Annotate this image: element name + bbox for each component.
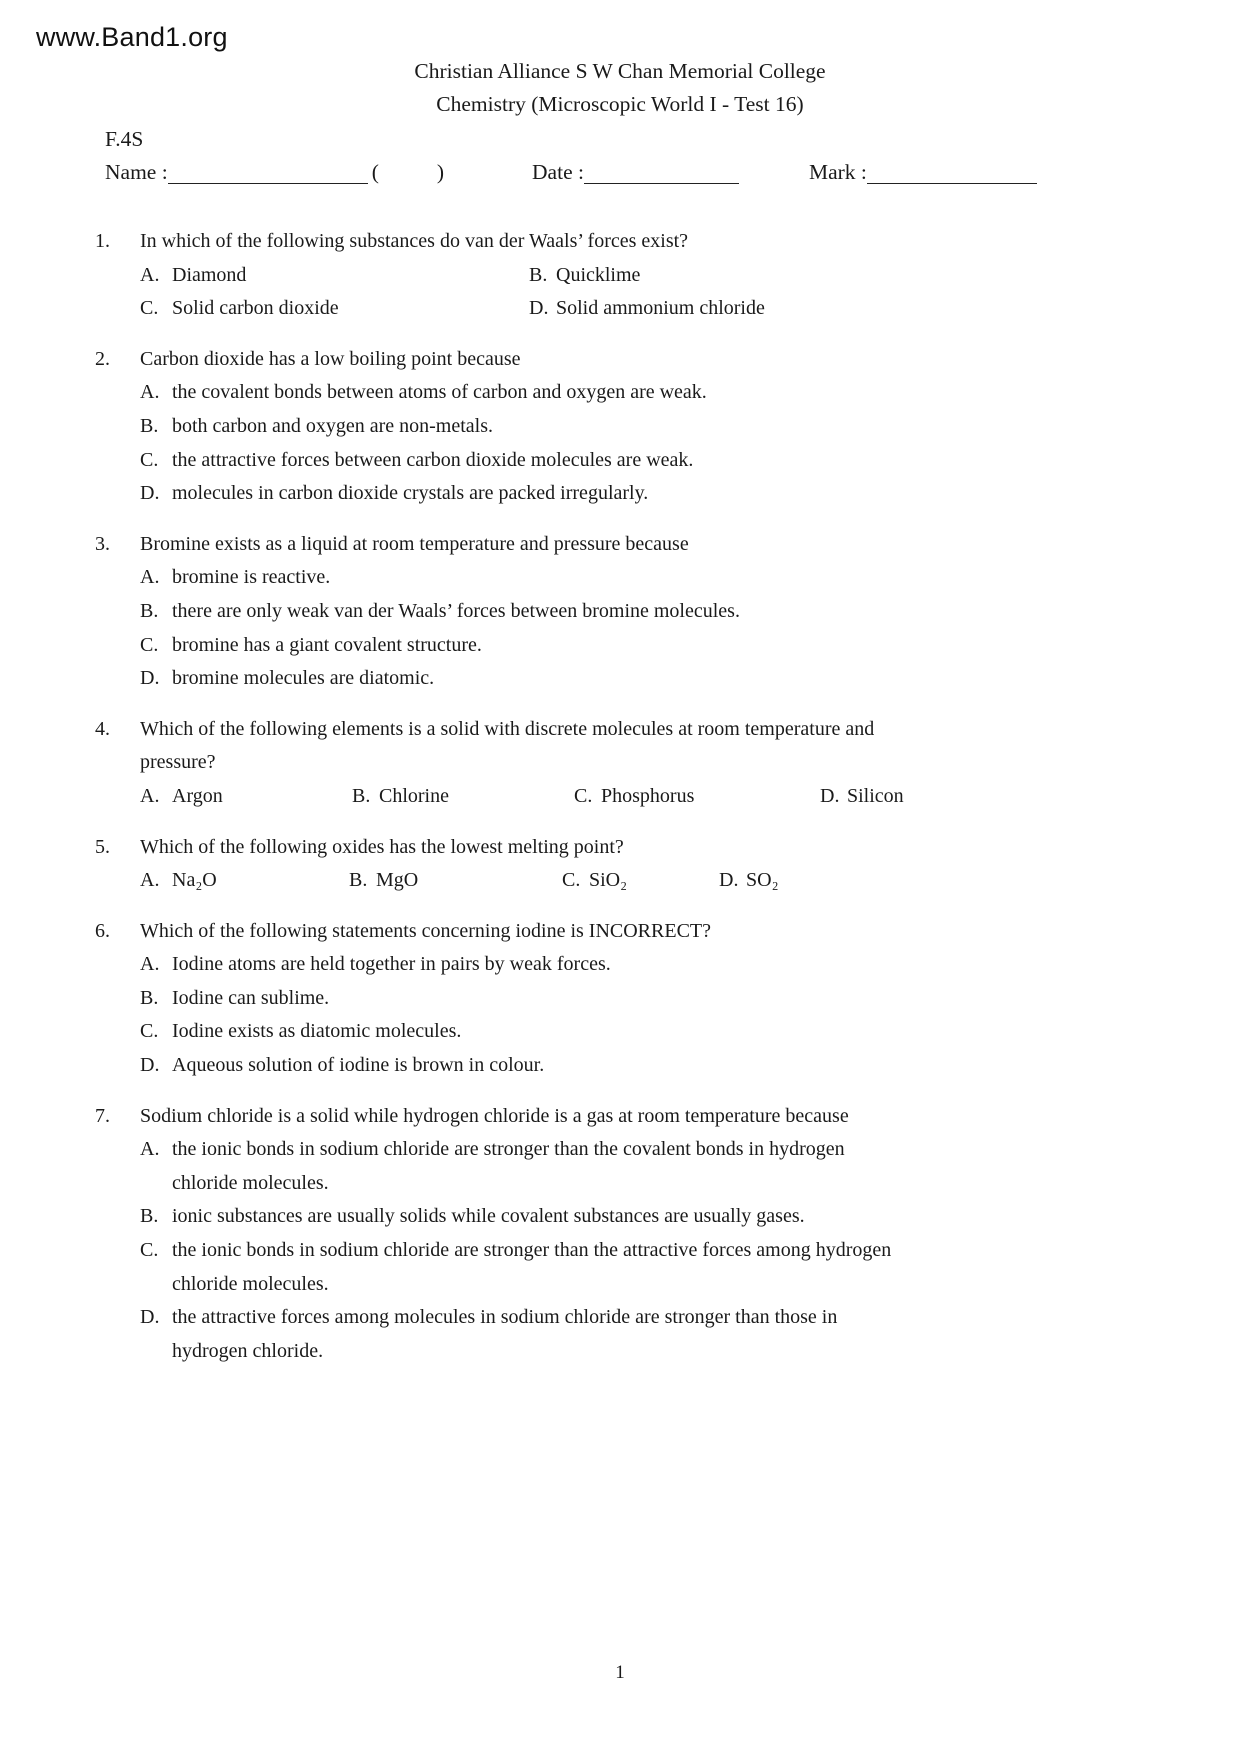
option-text xyxy=(172,410,493,444)
stem-line: Which of the following oxides has the lowest melting point? xyxy=(140,835,624,858)
option-label: B. xyxy=(529,263,548,286)
option-line: bromine is reactive. xyxy=(172,566,331,589)
option-label: A. xyxy=(140,953,160,976)
option-c xyxy=(574,780,820,814)
option-b xyxy=(140,1200,1070,1234)
option-label: C. xyxy=(140,1239,159,1262)
option-line: molecules in carbon dioxide crystals are packed irregularly. xyxy=(172,482,649,505)
option-text xyxy=(172,948,611,982)
option-label: B. xyxy=(140,1205,159,1228)
option-line: MgO xyxy=(376,869,419,892)
question-stem xyxy=(140,343,1070,377)
option-line: Aqueous solution of iodine is brown in colour. xyxy=(172,1054,545,1077)
question-stem xyxy=(140,225,1070,259)
name-blank-line xyxy=(168,183,368,184)
option-b xyxy=(140,982,1070,1016)
option-line: the covalent bonds between atoms of carbon and oxygen are weak. xyxy=(172,381,707,404)
option-text xyxy=(589,864,627,898)
option-line: Solid carbon dioxide xyxy=(172,297,339,320)
options xyxy=(140,376,1070,510)
option-c xyxy=(140,629,1070,663)
question-stem xyxy=(140,1100,1070,1134)
info-row xyxy=(105,156,1240,189)
stem-line: Bromine exists as a liquid at room temperature and pressure because xyxy=(140,532,689,555)
stem-line: Which of the following elements is a solid with discrete molecules at room temperature and xyxy=(140,717,875,740)
page-number: 1 xyxy=(615,1662,625,1683)
option-a xyxy=(140,561,1070,595)
option-c xyxy=(140,292,529,326)
option-text xyxy=(376,864,418,898)
school-name: Christian Alliance S W Chan Memorial College xyxy=(414,59,826,83)
option-line: Iodine exists as diatomic molecules. xyxy=(172,1020,462,1043)
header xyxy=(0,0,1240,121)
option-d xyxy=(140,1301,1070,1368)
option-text xyxy=(172,444,693,478)
option-a xyxy=(140,780,352,814)
watermark: www.Band1.org xyxy=(36,22,228,52)
option-label: C. xyxy=(140,1020,159,1043)
option-label: A. xyxy=(140,263,160,286)
question-stem xyxy=(140,915,1070,949)
question-4 xyxy=(0,713,1240,814)
question-number: 4. xyxy=(95,717,110,740)
question-number: 7. xyxy=(95,1104,110,1127)
option-label: D. xyxy=(140,1306,160,1329)
option-line: Solid ammonium chloride xyxy=(556,297,765,320)
option-b xyxy=(140,595,1070,629)
questions xyxy=(0,225,1240,1368)
options xyxy=(140,1133,1070,1368)
option-line: the ionic bonds in sodium chloride are stronger than the attractive forces among hydrogen xyxy=(172,1239,892,1262)
option-a xyxy=(140,259,529,293)
option-line: Diamond xyxy=(172,263,247,286)
option-line: both carbon and oxygen are non-metals. xyxy=(172,414,494,437)
option-line: bromine molecules are diatomic. xyxy=(172,667,435,690)
option-c xyxy=(140,1234,1070,1301)
option-line: there are only weak van der Waals’ forces between bromine molecules. xyxy=(172,599,740,622)
options xyxy=(140,780,1070,814)
question-body xyxy=(140,831,1070,898)
option-d xyxy=(140,477,1070,511)
option-label: C. xyxy=(140,448,159,471)
option-c xyxy=(140,444,1070,478)
option-text xyxy=(172,982,329,1016)
option-d xyxy=(140,1049,1070,1083)
option-label: C. xyxy=(562,869,581,892)
question-body xyxy=(140,225,1070,326)
mark-label: Mark : xyxy=(808,160,867,184)
stem-line: Which of the following statements concerning iodine is INCORRECT? xyxy=(140,919,711,942)
option-a xyxy=(140,376,1070,410)
option-text xyxy=(172,1133,845,1200)
option-line: Chlorine xyxy=(379,784,449,807)
option-text xyxy=(172,629,482,663)
option-text xyxy=(746,864,779,898)
question-number: 3. xyxy=(95,532,110,555)
option-line: SO₂ xyxy=(746,869,779,892)
option-c xyxy=(140,1015,1070,1049)
option-label: A. xyxy=(140,381,160,404)
question-6 xyxy=(0,915,1240,1083)
question-body xyxy=(140,343,1070,511)
options xyxy=(140,864,1070,898)
option-text xyxy=(172,292,339,326)
option-text xyxy=(172,1200,805,1234)
option-line: Quicklime xyxy=(556,263,641,286)
option-text xyxy=(172,1234,891,1301)
option-line: Argon xyxy=(172,784,223,807)
option-label: A. xyxy=(140,566,160,589)
option-line: Iodine atoms are held together in pairs by weak forces. xyxy=(172,953,611,976)
option-line: Phosphorus xyxy=(601,784,695,807)
option-d xyxy=(719,864,1070,898)
question-stem xyxy=(140,713,1070,780)
option-text xyxy=(172,1301,837,1368)
option-label: B. xyxy=(352,784,371,807)
question-5 xyxy=(0,831,1240,898)
option-b xyxy=(349,864,562,898)
option-line: the attractive forces between carbon dioxide molecules are weak. xyxy=(172,448,694,471)
option-b xyxy=(140,410,1070,444)
question-stem xyxy=(140,528,1070,562)
option-text xyxy=(556,259,640,293)
option-text xyxy=(172,1015,461,1049)
options xyxy=(140,948,1070,1082)
options xyxy=(140,259,1070,326)
option-label: D. xyxy=(719,869,739,892)
option-label: D. xyxy=(140,482,160,505)
option-b xyxy=(529,259,1070,293)
option-line: chloride molecules. xyxy=(172,1272,329,1295)
option-label: A. xyxy=(140,1138,160,1161)
question-number: 1. xyxy=(95,230,110,252)
class-paren-open: ( xyxy=(371,160,379,184)
option-d xyxy=(820,780,1070,814)
option-text xyxy=(172,259,246,293)
mark-blank-line xyxy=(867,183,1037,184)
option-line: the ionic bonds in sodium chloride are stronger than the covalent bonds in hydrogen xyxy=(172,1138,845,1161)
question-stem xyxy=(140,831,1070,865)
option-label: B. xyxy=(140,599,159,622)
option-d xyxy=(529,292,1070,326)
question-number: 5. xyxy=(95,835,110,858)
option-label: A. xyxy=(140,869,160,892)
question-1 xyxy=(0,225,1240,326)
option-label: D. xyxy=(140,1054,160,1077)
option-text xyxy=(172,1049,544,1083)
option-line: ionic substances are usually solids while covalent substances are usually gases. xyxy=(172,1205,805,1228)
option-text xyxy=(556,292,765,326)
option-c xyxy=(562,864,719,898)
option-a xyxy=(140,1133,1070,1200)
question-3 xyxy=(0,528,1240,696)
option-line: chloride molecules. xyxy=(172,1171,329,1194)
option-text xyxy=(601,780,694,814)
option-label: B. xyxy=(349,869,368,892)
option-b xyxy=(352,780,574,814)
option-line: bromine has a giant covalent structure. xyxy=(172,633,482,656)
option-text xyxy=(172,662,434,696)
option-line: Iodine can sublime. xyxy=(172,986,330,1009)
option-text xyxy=(172,561,330,595)
question-body xyxy=(140,528,1070,696)
option-label: D. xyxy=(529,297,549,320)
option-text xyxy=(172,595,740,629)
question-number: 2. xyxy=(95,347,110,370)
option-label: B. xyxy=(140,414,159,437)
option-label: D. xyxy=(820,784,840,807)
stem-line: In which of the following substances do van der Waals’ forces exist? xyxy=(140,230,689,252)
test-title: Chemistry (Microscopic World I - Test 16) xyxy=(436,92,804,116)
option-text xyxy=(172,477,648,511)
stem-line: Sodium chloride is a solid while hydrogen chloride is a gas at room temperature because xyxy=(140,1104,849,1127)
option-label: C. xyxy=(140,633,159,656)
option-text xyxy=(847,780,904,814)
question-body xyxy=(140,915,1070,1083)
option-label: C. xyxy=(574,784,593,807)
stem-line: Carbon dioxide has a low boiling point because xyxy=(140,347,521,370)
question-7 xyxy=(0,1100,1240,1369)
option-label: A. xyxy=(140,784,160,807)
question-number: 6. xyxy=(95,919,110,942)
question-body xyxy=(140,1100,1070,1369)
stem-line: pressure? xyxy=(140,751,216,774)
option-d xyxy=(140,662,1070,696)
option-line: Na₂O xyxy=(172,869,217,892)
name-label: Name : xyxy=(105,160,168,184)
option-text xyxy=(172,376,707,410)
option-line: hydrogen chloride. xyxy=(172,1339,324,1362)
class-label: F.4S xyxy=(105,127,144,151)
option-label: D. xyxy=(140,667,160,690)
option-line: Silicon xyxy=(847,784,904,807)
question-body xyxy=(140,713,1070,814)
option-label: C. xyxy=(140,297,159,320)
option-text xyxy=(172,780,223,814)
option-line: the attractive forces among molecules in sodium chloride are stronger than those in xyxy=(172,1306,838,1329)
question-2 xyxy=(0,343,1240,511)
options xyxy=(140,561,1070,695)
date-blank-line xyxy=(584,183,739,184)
option-line: SiO₂ xyxy=(589,869,628,892)
option-text xyxy=(172,864,217,898)
class-paren-close: ) xyxy=(436,160,445,184)
option-label: B. xyxy=(140,986,159,1009)
option-text xyxy=(379,780,449,814)
option-a xyxy=(140,948,1070,982)
option-a xyxy=(140,864,349,898)
date-label: Date : xyxy=(532,160,584,184)
